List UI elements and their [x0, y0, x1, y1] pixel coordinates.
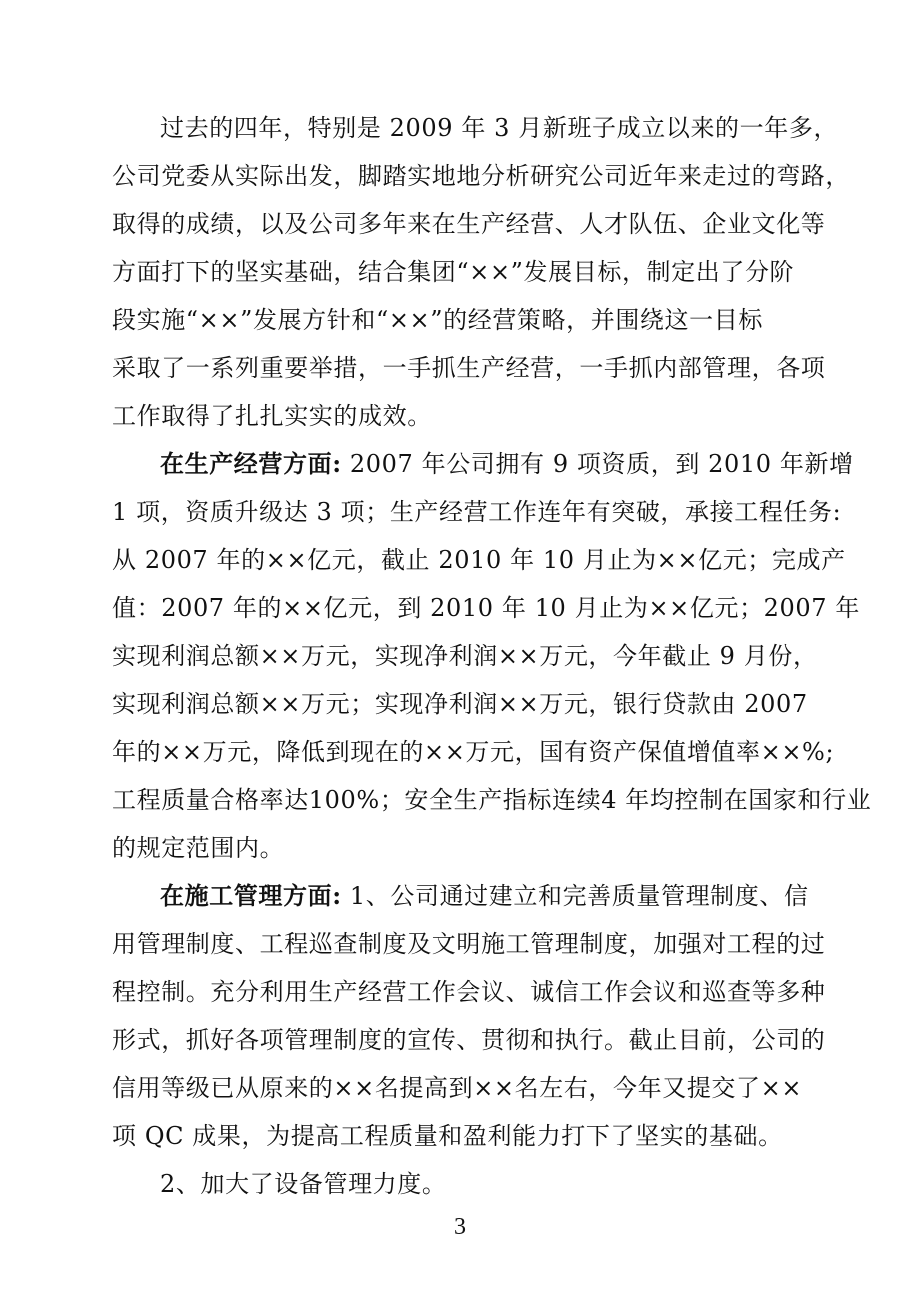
paragraph-2-line-5: 实现利润总额××万元，实现净利润××万元，今年截止 9 月份，: [112, 642, 818, 670]
paragraph-3-line-4: 形式，抓好各项管理制度的宣传、贯彻和执行。截止目前，公司的: [112, 1026, 826, 1054]
paragraph-3-heading: 在施工管理方面:: [160, 881, 342, 910]
paragraph-4-line-1: 2、加大了设备管理力度。: [160, 1170, 447, 1198]
paragraph-2-line-2: 1 项，资质升级达 3 项；生产经营工作连年有突破，承接工程任务:: [112, 498, 842, 526]
paragraph-1-line-6: 采取了一系列重要举措，一手抓生产经营，一手抓内部管理，各项: [112, 354, 826, 382]
paragraph-2-line-7: 年的××万元，降低到现在的××万元，国有资产保值增值率××%;: [112, 738, 835, 766]
paragraph-2-line-4: 值：2007 年的××亿元，到 2010 年 10 月止为××亿元；2007 年: [112, 594, 860, 622]
paragraph-2-line-3: 从 2007 年的××亿元，截止 2010 年 10 月止为××亿元；完成产: [112, 546, 846, 574]
paragraph-1-line-1: 过去的四年，特别是 2009 年 3 月新班子成立以来的一年多，: [160, 114, 839, 142]
paragraph-2-line-6: 实现利润总额××万元；实现净利润××万元，银行贷款由 2007: [112, 690, 808, 718]
paragraph-1-line-2: 公司党委从实际出发，脚踏实地地分析研究公司近年来走过的弯路，: [112, 162, 850, 190]
paragraph-3-line-2: 用管理制度、工程巡查制度及文明施工管理制度，加强对工程的过: [112, 930, 826, 958]
paragraph-3-line-3: 程控制。充分利用生产经营工作会议、诚信工作会议和巡查等多种: [112, 978, 826, 1006]
paragraph-2-line-8: 工程质量合格率达100%；安全生产指标连续4 年均控制在国家和行业: [112, 786, 872, 814]
paragraph-2-line-1-text: 2007 年公司拥有 9 项资质，到 2010 年新增: [341, 450, 854, 478]
paragraph-3-line-6: 项 QC 成果，为提高工程质量和盈利能力打下了坚实的基础。: [112, 1122, 783, 1150]
paragraph-1-line-3: 取得的成绩，以及公司多年来在生产经营、人才队伍、企业文化等: [112, 210, 826, 238]
paragraph-2-line-1: [160, 448, 854, 480]
paragraph-3-line-1: [160, 880, 809, 912]
paragraph-1-line-7: 工作取得了扎扎实实的成效。: [112, 402, 432, 430]
paragraph-2-heading: 在生产经营方面:: [160, 449, 342, 478]
paragraph-2-line-9: 的规定范围内。: [112, 834, 285, 862]
paragraph-1-line-4: 方面打下的坚实基础，结合集团“××”发展目标，制定出了分阶: [112, 258, 795, 286]
paragraph-3-line-5: 信用等级已从原来的××名提高到××名左右，今年又提交了××: [112, 1074, 803, 1102]
page-number: 3: [454, 1214, 466, 1240]
paragraph-3-line-1-text: 1、公司通过建立和完善质量管理制度、信: [341, 882, 809, 910]
paragraph-1-line-5: 段实施“××”发展方针和“××”的经营策略，并围绕这一目标: [112, 306, 763, 334]
